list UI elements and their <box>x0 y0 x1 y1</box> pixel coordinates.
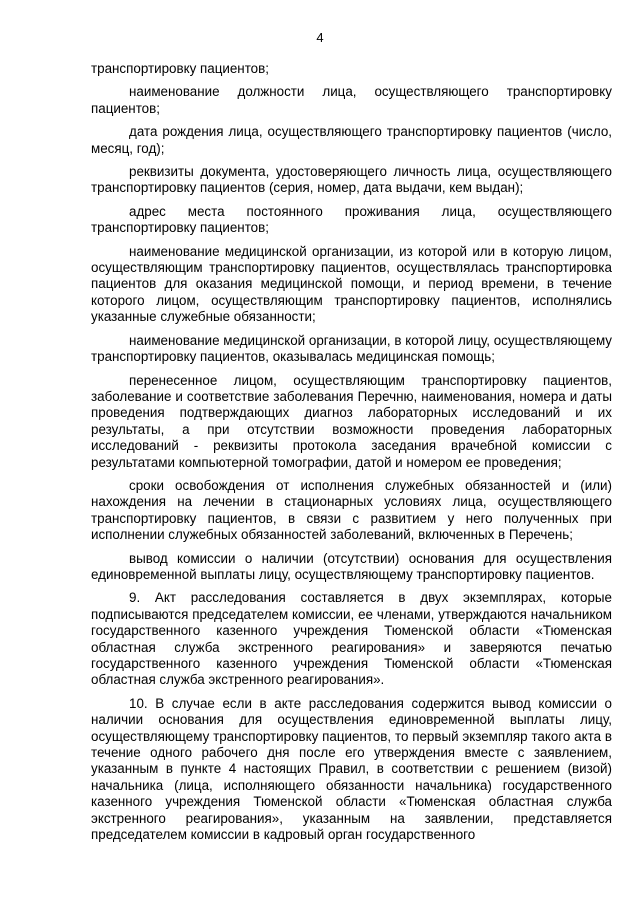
paragraph: адрес места постоянного проживания лица, осуществляющего транспортировку пациентов; <box>91 203 612 236</box>
paragraph: вывод комиссии о наличии (отсутствии) основания для осуществления единовременной выплаты лицу, осуществляющему транспортировку пациентов. <box>91 550 612 582</box>
paragraph: наименование медицинской организации, из которой или в которую лицом, осуществляющим транспортировку пациентов, осуществлялась транспортировка пациентов для оказания медицинской помощи, и период времени, в течение которого лицом, осуществляющим транспортировку пациентов, исполнялись указанные служебные обязанности; <box>91 243 612 325</box>
page-number: 4 <box>316 30 324 45</box>
paragraph: реквизиты документа, удостоверяющего личность лица, осуществляющего транспортировку пациентов (серия, номер, дата выдачи, кем выдан); <box>91 164 612 196</box>
paragraph-item-9: 9. Акт расследования составляется в двух экземплярах, которые подписываются председателем комиссии, ее членами, утверждаются начальником государственного казенного учреждения Тюменской области «Тюменская областная служба экстренного реагирования» и заверяются печатью государственного казенного учреждения Тюменской области «Тюменская областная служба экстренного реагирования». <box>91 590 612 688</box>
paragraph: дата рождения лица, осуществляющего транспортировку пациентов (число, месяц, год); <box>91 124 612 156</box>
paragraph: перенесенное лицом, осуществляющим транспортировку пациентов, заболевание и соответствие заболевания Перечню, наименования, номера и даты проведения подтверждающих диагноз лабораторных исследований и их результаты, а при отсутствии возможности проведения лабораторных исследований - реквизиты протокола заседания врачебной комиссии с результатами компьютерной томографии, датой и номером ее проведения; <box>91 372 612 470</box>
paragraph-item-10: 10. В случае если в акте расследования содержится вывод комиссии о наличии основания для осуществления единовременной выплаты лицу, осуществляющему транспортировку пациентов, то первый экземпляр такого акта в течение одного рабочего дня после его утверждения вместе с заявлением, указанным в пункте 4 настоящих Правил, в соответствии с решением (визой) начальника (лица, исполняющего обязанности начальника) государственного казенного учреждения Тюменской области «Тюменская областная служба экстренного реагирования», указанным на заявлении, представляется председателем комиссии в кадровый орган государственного <box>91 695 612 843</box>
paragraph: наименование медицинской организации, в которой лицу, осуществляющему транспортировку пациентов, оказывалась медицинская помощь; <box>91 332 612 365</box>
document-body <box>91 61 612 850</box>
paragraph: транспортировку пациентов; <box>91 61 269 76</box>
paragraph: сроки освобождения от исполнения служебных обязанностей и (или) нахождения на лечении в стационарных условиях лица, осуществляющего транспортировку пациентов, в связи с развитием у него полученных при исполнении служебных обязанностей заболеваний, включенных в Перечень; <box>91 477 612 543</box>
paragraph: наименование должности лица, осуществляющего транспортировку пациентов; <box>91 84 612 116</box>
